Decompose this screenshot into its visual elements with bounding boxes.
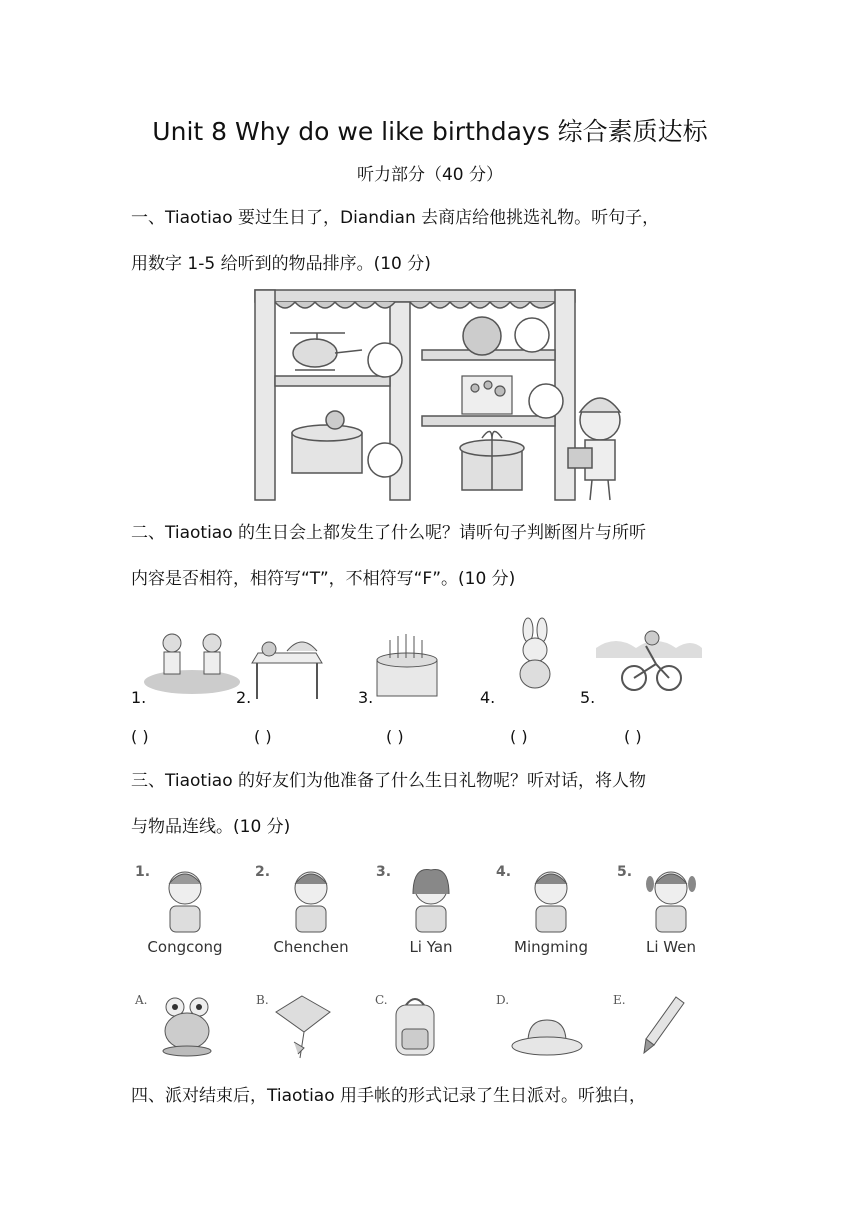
fruit-table-icon: [247, 633, 327, 703]
section-subtitle: 听力部分（40 分）: [356, 165, 504, 185]
q2-number-3: 3.: [358, 688, 374, 707]
q1-line1: 一、Tiaotiao 要过生日了，Diandian 去商店给他挑选礼物。听句子，: [131, 208, 660, 228]
person-name-3: Li Yan: [409, 938, 453, 956]
item-letter-a: A.: [135, 993, 148, 1007]
children-playing-icon: [142, 627, 242, 697]
answer-blank-4[interactable]: ( ): [510, 727, 528, 746]
item-letter-e: E.: [613, 993, 626, 1007]
q2-number-1: 1.: [131, 688, 147, 707]
boy-mingming-icon: [526, 866, 576, 934]
q3-line2: 与物品连线。(10 分): [131, 817, 291, 837]
q4-line1: 四、派对结束后，Tiaotiao 用手帐的形式记录了生日派对。听独白，: [131, 1086, 647, 1106]
q1-instruction: [131, 195, 741, 287]
person-name-2: Chenchen: [273, 938, 349, 956]
girl-li-wen-icon: [646, 866, 696, 934]
page-title: Unit 8 Why do we like birthdays 综合素质达标: [152, 117, 708, 146]
person-number-4: 4.: [496, 864, 512, 880]
answer-blank-5[interactable]: ( ): [624, 727, 642, 746]
q2-instruction: [131, 510, 741, 602]
person-name-1: Congcong: [147, 938, 223, 956]
answer-circle: [529, 384, 563, 418]
answer-circle: [368, 443, 402, 477]
person-name-5: Li Wen: [646, 938, 696, 956]
gift-box-icon: [460, 431, 524, 490]
person-number-5: 5.: [617, 864, 633, 880]
answer-blank-3[interactable]: ( ): [386, 727, 404, 746]
q4-instruction: [131, 1073, 741, 1119]
q3-line1: 三、Tiaotiao 的好友们为他准备了什么生日礼物呢？听对话，将人物: [131, 771, 647, 791]
q3-instruction: [131, 758, 741, 850]
greeting-card-icon: [462, 376, 512, 414]
answer-blank-2[interactable]: ( ): [254, 727, 272, 746]
q2-number-2: 2.: [236, 688, 252, 707]
answer-blank-1[interactable]: ( ): [131, 727, 149, 746]
toy-rabbit-icon: [510, 618, 560, 690]
q1-line2: 用数字 1-5 给听到的物品排序。(10 分): [131, 254, 431, 274]
item-letter-d: D.: [496, 993, 510, 1007]
riding-bike-icon: [594, 626, 704, 694]
answer-circle: [368, 343, 402, 377]
cake-icon: [292, 411, 362, 473]
birthday-cake-icon: [372, 630, 442, 702]
girl-li-yan-icon: [406, 866, 456, 934]
q2-line2: 内容是否相符，相符写“T”，不相符写“F”。(10 分): [131, 569, 516, 589]
gift-shelf-illustration: [250, 288, 650, 503]
item-letter-b: B.: [256, 993, 269, 1007]
hat-icon: [510, 1018, 584, 1058]
q2-number-4: 4.: [480, 688, 496, 707]
q2-line1: 二、Tiaotiao 的生日会上都发生了什么呢？请听句子判断图片与所听: [131, 523, 647, 543]
person-name-4: Mingming: [514, 938, 588, 956]
ball-icon: [463, 317, 501, 355]
kite-icon: [270, 992, 334, 1060]
q2-number-5: 5.: [580, 688, 596, 707]
person-number-3: 3.: [376, 864, 392, 880]
frog-toy-icon: [160, 995, 214, 1057]
answer-circle: [515, 318, 549, 352]
schoolbag-icon: [392, 995, 438, 1059]
child-with-gift-icon: [568, 398, 620, 500]
toy-helicopter-icon: [290, 333, 362, 370]
boy-congcong-icon: [160, 866, 210, 934]
boy-chenchen-icon: [286, 866, 336, 934]
person-number-2: 2.: [255, 864, 271, 880]
item-letter-c: C.: [375, 993, 388, 1007]
pencil-icon: [640, 993, 686, 1055]
person-number-1: 1.: [135, 864, 151, 880]
